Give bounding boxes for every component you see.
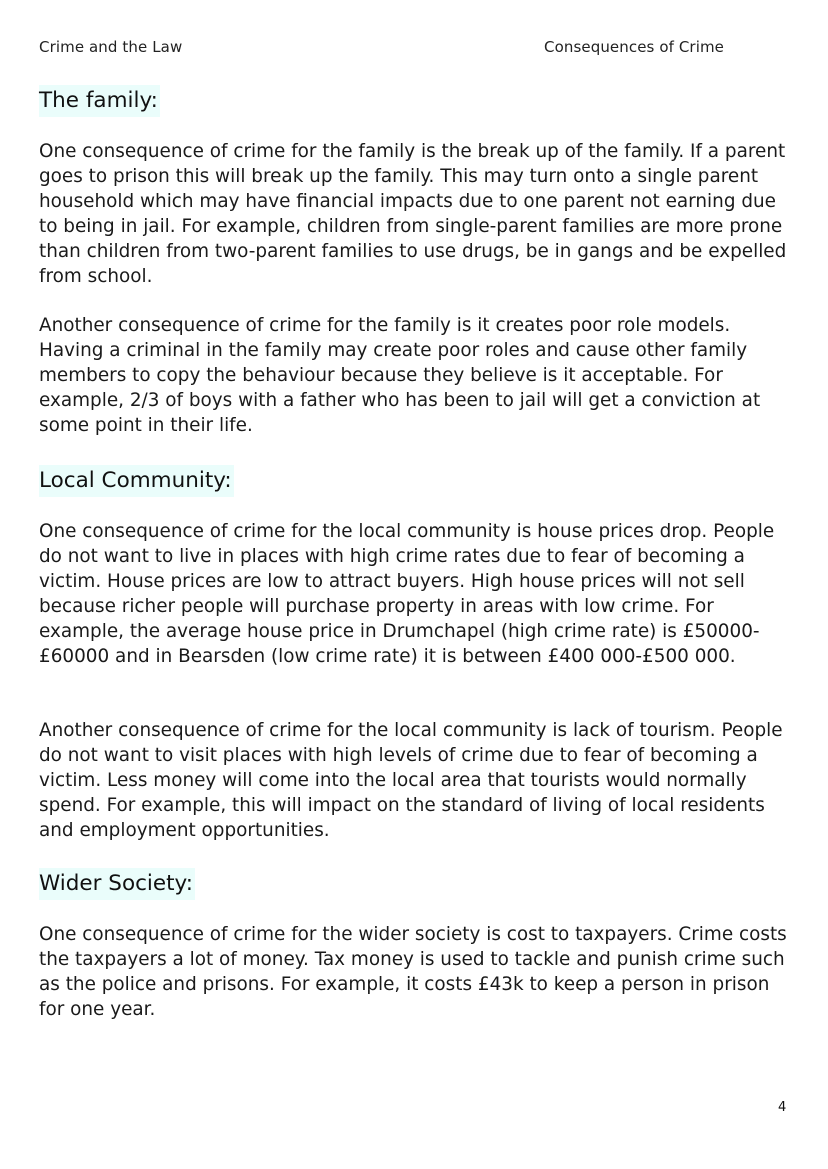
page-number: 4 [778,1100,787,1115]
section-heading-family: The family: [39,85,160,117]
header-title-right: Consequences of Crime [544,38,724,56]
paragraph-community-1: One consequence of crime for the local community is house prices drop. People do not want to live in places with high crime rates due to fear of becoming a victim. House prices are low to attract buyers. High house prices will not sell because richer people will purchase property in areas with low crime. For example, the average house price in Drumchapel (high crime rate) is £50000-£60000 and in Bearsden (low crime rate) it is between £400 000-£500 000. [39,521,775,667]
section-heading-local-community: Local Community: [39,465,234,497]
paragraph-family-2: Another consequence of crime for the family is it creates poor role models. Having a criminal in the family may create poor roles and cause other family members to copy the behaviour because they believe is it acceptable. For example, 2/3 of boys with a father who has been to jail will get a conviction at some point in their life. [39,315,761,436]
paragraph-family-1: One consequence of crime for the family is the break up of the family. If a parent goes to prison this will break up the family. This may turn onto a single parent household which may have financial impacts due to one parent not earning due to being in jail. For example, children from single-parent families are more prone than children from two-parent families to use drugs, be in gangs and be expelled from school. [39,141,787,287]
paragraph-community-2: Another consequence of crime for the local community is lack of tourism. People do not want to visit places with high levels of crime due to fear of becoming a victim. Less money will come into the local area that tourists would normally spend. For example, this will impact on the standard of living of local residents and employment opportunities. [39,720,783,841]
paragraph-society-1: One consequence of crime for the wider society is cost to taxpayers. Crime costs the taxpayers a lot of money. Tax money is used to tackle and punish crime such as the police and prisons. For example, it costs £43k to keep a person in prison for one year. [39,924,787,1020]
header-title-left: Crime and the Law [39,38,183,56]
section-heading-wider-society: Wider Society: [39,868,195,900]
